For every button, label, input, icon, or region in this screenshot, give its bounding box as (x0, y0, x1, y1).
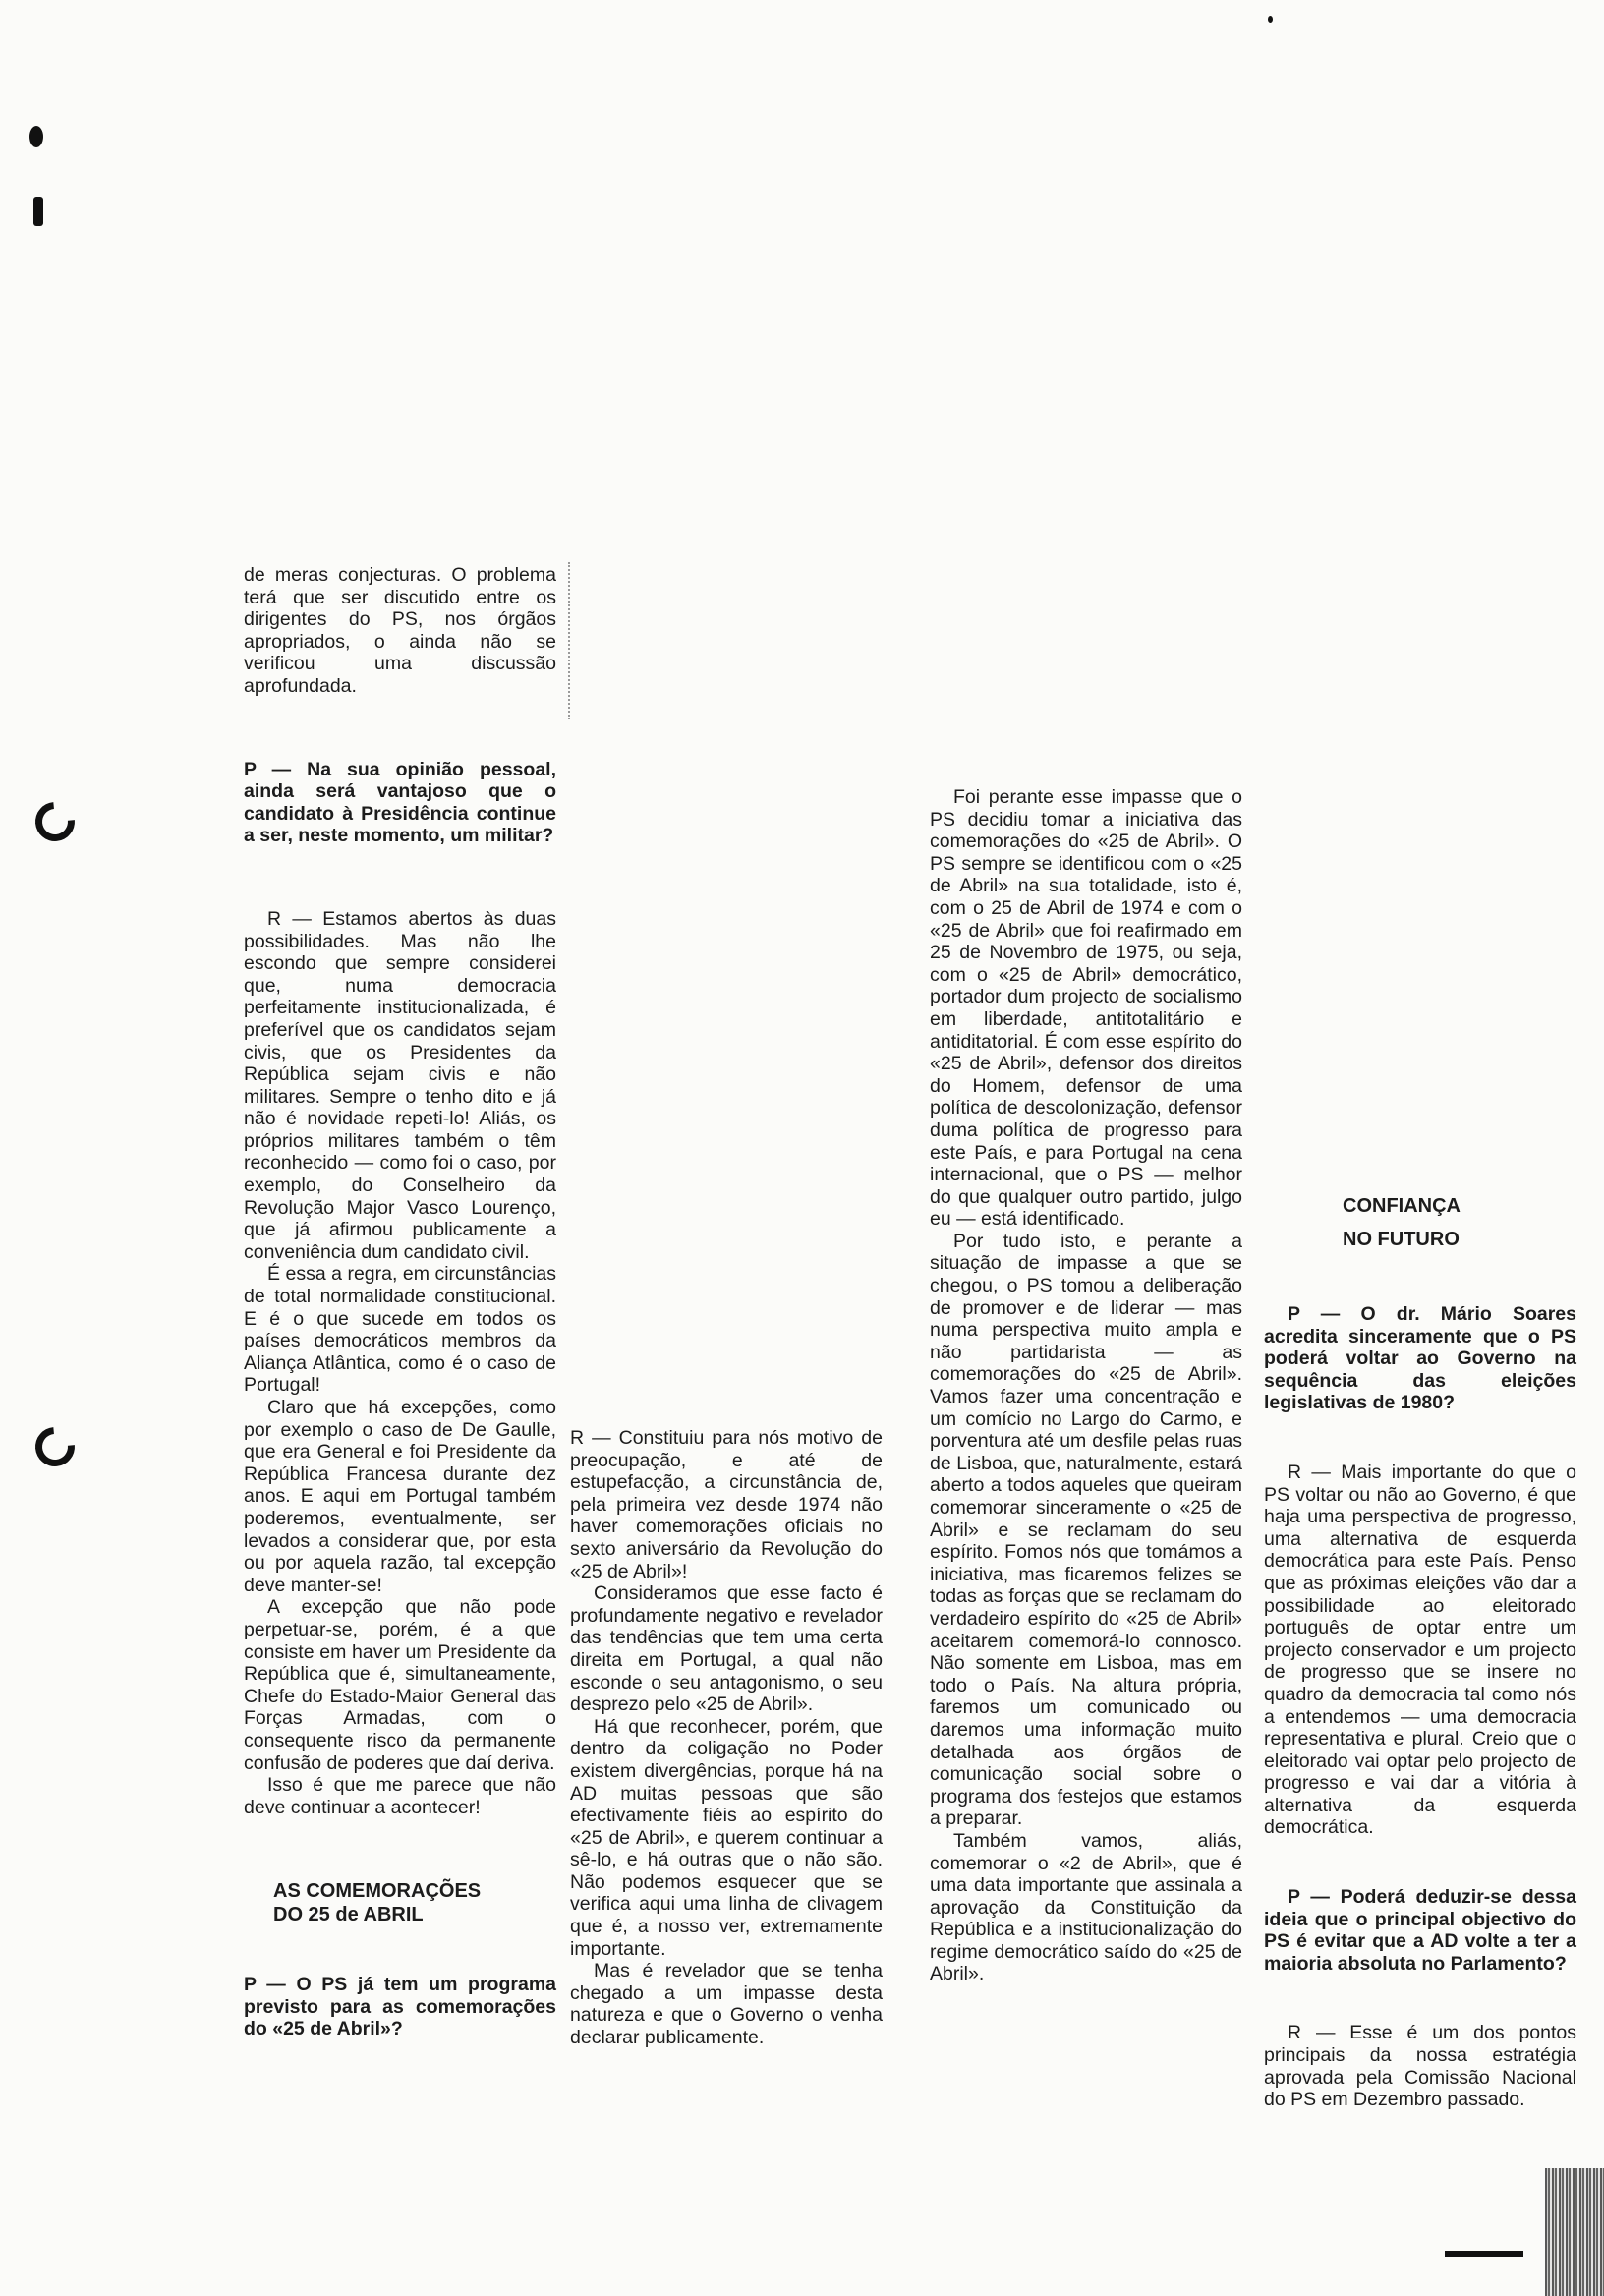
column-3 (930, 786, 1242, 1985)
answer: R — Mais importante do que o PS voltar ou não ao Governo, é que haja uma perspectiva de progresso, uma alternativa de esquerda democrática para este País. Penso que as próximas eleições vão dar a possibilidade ao eleitorado português de optar entre um projecto conservador e um projecto de progresso que se insere no quadro da democracia tal como nós a entendemos — uma democracia representativa e plural. Creio que o eleitorado vai optar pelo projecto de progresso e vai dar a vitória à alternativa da esquerda democrática. (1264, 1461, 1576, 1839)
answer: R — Esse é um dos pontos principais da nossa estratégia aprovada pela Comissão Nacional do PS em Dezembro passado. (1264, 2022, 1576, 2111)
column-rule (568, 562, 570, 719)
scan-mark (1268, 16, 1273, 23)
section-heading: AS COMEMORAÇÕES DO 25 de ABRIL (273, 1880, 482, 1926)
question: P — Poderá deduzir-se dessa ideia que o principal objectivo do PS é evitar que a AD volte a ter a maioria absoluta no Parlamento? (1264, 1886, 1576, 1975)
column-4 (1264, 1189, 1576, 2111)
arrow-mark (1445, 2251, 1523, 2257)
question: P — O dr. Mário Soares acredita sinceramente que o PS poderá voltar ao Governo na sequência das eleições legislativas de 1980? (1264, 1303, 1576, 1414)
paragraph: A excepção que não pode perpetuar-se, porém, é a que consiste em haver um Presidente da República que é, simultaneamente, Chefe do Estado-Maior General das Forças Armadas, com o consequente risco da permanente confusão de poderes que daí deriva. (244, 1596, 556, 1774)
paragraph: Claro que há excepções, como por exemplo o caso de De Gaulle, que era General e foi Presidente da República Francesa durante dez anos. E aqui em Portugal também poderemos, eventualmente, ser levados a considerar que, por esta ou por aquela razão, tal excepção deve manter-se! (244, 1397, 556, 1596)
section-heading: CONFIANÇA NO FUTURO (1343, 1195, 1461, 1250)
question: P — Na sua opinião pessoal, ainda será vantajoso que o candidato à Presidência continue a ser, neste momento, um militar? (244, 758, 556, 847)
paragraph: É essa a regra, em circunstâncias de total normalidade constitucional. E é o que sucede em todos os países democráticos membros da Aliança Atlântica, como é o caso de Portugal! (244, 1263, 556, 1397)
scan-mark (33, 197, 43, 226)
paragraph: Foi perante esse impasse que o PS decidiu tomar a iniciativa das comemorações do «25 de Abril». O PS sempre se identificou com o «25 de Abril» na sua totalidade, isto é, com o 25 de Abril de 1974 e com o «25 de Abril» que foi reafirmado em 25 de Novembro de 1975, ou seja, com o «25 de Abril» democrático, portador dum projecto de socialismo em liberdade, antitotalitário e antiditatorial. É com esse espírito do «25 de Abril», defensor dos direitos do Homem, defensor de uma política de descolonização, defensor duma política de progresso para este País, e para Portugal na cena internacional, que o PS — melhor do que qualquer outro partido, julgo eu — está identificado. (930, 786, 1242, 1231)
paragraph: Mas é revelador que se tenha chegado a um impasse desta natureza e que o Governo o venha declarar publicamente. (570, 1960, 883, 2049)
paragraph: Isso é que me parece que não deve continuar a acontecer! (244, 1774, 556, 1818)
paragraph: Há que reconhecer, porém, que dentro da coligação no Poder existem divergências, porque há na AD muitas pessoas que são efectivamente fiéis ao espírito do «25 de Abril», e querem continuar a sê-lo, e há outras que o não são. Não podemos esquecer que se verifica aqui uma linha de clivagem que é, a nosso ver, extremamente importante. (570, 1715, 883, 1960)
question: P — O PS já tem um programa previsto para as comemorações do «25 de Abril»? (244, 1974, 556, 2040)
paragraph: Também vamos, aliás, comemorar o «2 de Abril», que é uma data importante que assinala a aprovação da Constituição da República e a institucionalização do regime democrático saído do «25 de Abril». (930, 1829, 1242, 1985)
answer: R — Constituiu para nós motivo de preocupação, e até de estupefacção, a circunstância de, pela primeira vez desde 1974 não haver comemorações oficiais no sexto aniversário da Revolução do «25 de Abril»! (570, 1427, 883, 1582)
paragraph: Consideramos que esse facto é profundamente negativo e revelador das tendências que tem uma certa direita em Portugal, a qual não esconde o seu antagonismo, o seu desprezo pelo «25 de Abril». (570, 1582, 883, 1716)
punch-hole (28, 794, 83, 849)
scan-mark (29, 126, 43, 147)
column-1 (244, 564, 556, 2040)
column-2 (570, 1427, 883, 2049)
answer: R — Estamos abertos às duas possibilidades. Mas não lhe escondo que sempre considerei que, numa democracia perfeitamente institucionalizada, é preferível que os candidatos sejam civis, que os Presidentes da República sejam civis e não militares. Sempre o tenho dito e já não é novidade repeti-lo! Aliás, os próprios militares também o têm reconhecido — como foi o caso, por exemplo, do Conselheiro da Revolução Major Vasco Lourenço, que já afirmou publicamente a conveniência dum candidato civil. (244, 907, 556, 1263)
paragraph: de meras conjecturas. O problema terá que ser discutido entre os dirigentes do PS, nos órgãos apropriados, o ainda não se verificou uma discussão aprofundada. (244, 564, 556, 697)
paragraph: Por tudo isto, e perante a situação de impasse a que se chegou, o PS tomou a deliberação de promover e de liderar — mas numa perspectiva muito ampla e não partidarista — as comemorações do «25 de Abril». Vamos fazer uma concentração e um comício no Largo do Carmo, e porventura até um desfile pelas ruas de Lisboa, que, naturalmente, estará aberto a todos aqueles que queiram comemorar sinceramente o «25 de Abril» e se reclamam do seu espírito. Fomos nós que tomámos a iniciativa, mas ficaremos felizes se todas as forças que se reclamam do verdadeiro espírito do «25 de Abril» aceitarem comemorá-lo connosco. Não somente em Lisboa, mas em todo o País. Na altura própria, faremos um comunicado ou daremos uma informação muito detalhada aos órgãos de comunicação social sobre o programa dos festejos que estamos a preparar. (930, 1230, 1242, 1830)
punch-hole (28, 1419, 83, 1474)
scan-edge-noise (1545, 2168, 1604, 2296)
